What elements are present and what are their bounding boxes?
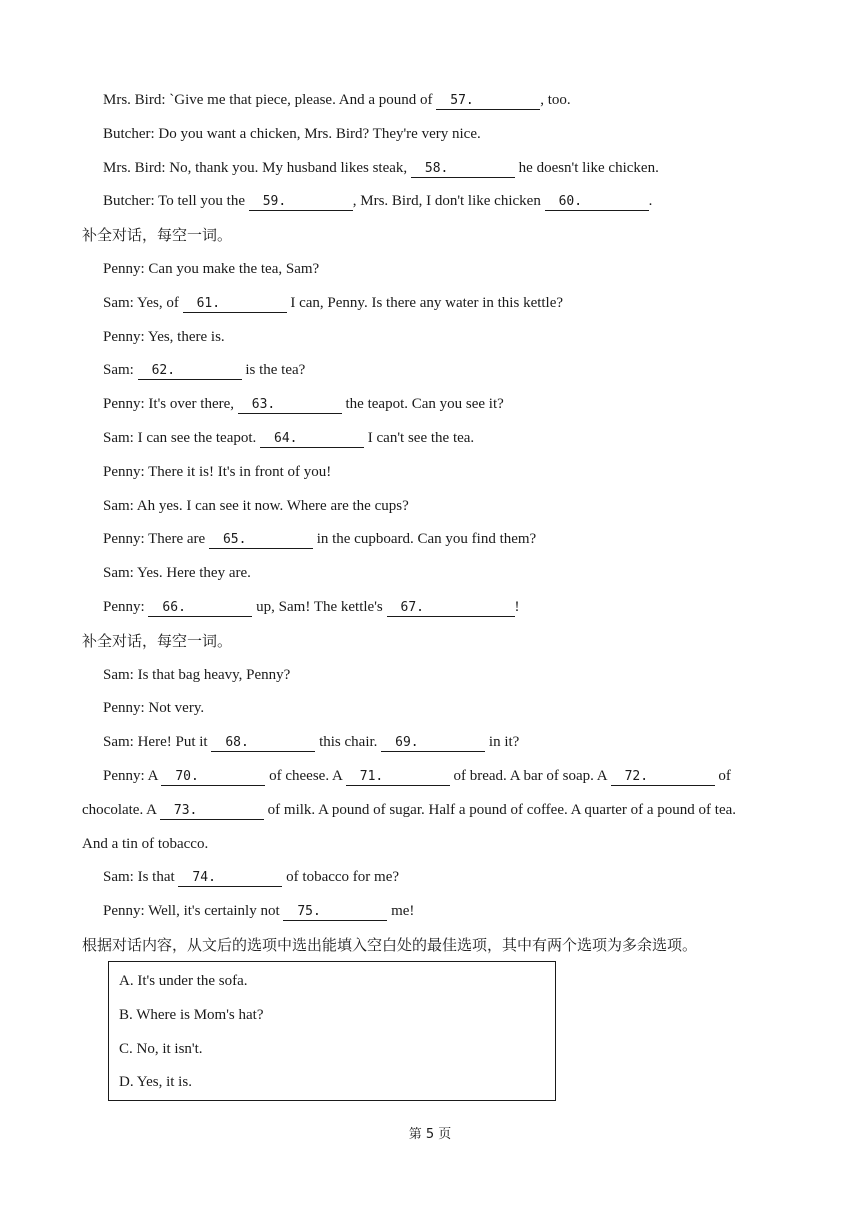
section-instruction: 根据对话内容，从文后的选项中选出能填入空白处的最佳选项，其中有两个选项为多余选项。 [82, 936, 698, 954]
blank-64[interactable]: 64. [260, 430, 364, 448]
dialogue-line [103, 597, 520, 617]
dialogue-line [103, 158, 659, 178]
line-text: Mrs. Bird: No, thank you. My husband likes steak, [103, 160, 411, 176]
line-text: I can, Penny. Is there any water in this kettle? [286, 295, 564, 311]
blank-62[interactable]: 62. [138, 362, 242, 380]
option-b: B. Where is Mom's hat? [119, 1007, 264, 1023]
dialogue-line: Sam: Ah yes. I can see it now. Where are the cups? [103, 498, 409, 514]
blank-74[interactable]: 74. [178, 869, 282, 887]
option-c: C. No, it isn't. [119, 1041, 203, 1057]
blank-70[interactable]: 70. [161, 768, 265, 786]
dialogue-line [103, 293, 563, 313]
line-text: ! [514, 599, 520, 615]
line-text: Sam: Is that [103, 869, 179, 885]
line-text: Penny: It's over there, [103, 396, 238, 412]
line-text: he doesn't like chicken. [514, 160, 659, 176]
line-text: of tobacco for me? [282, 869, 400, 885]
dialogue-line: Sam: Yes. Here they are. [103, 565, 251, 581]
line-text: Sam: Here! Put it [103, 734, 212, 750]
line-text: of [714, 768, 731, 784]
dialogue-line: Sam: Is that bag heavy, Penny? [103, 667, 291, 683]
line-text: chocolate. A [82, 802, 160, 818]
dialogue-line: Penny: Yes, there is. [103, 329, 225, 345]
blank-57[interactable]: 57. [436, 92, 540, 110]
options-box [108, 961, 556, 1101]
blank-68[interactable]: 68. [211, 734, 315, 752]
line-text: me! [387, 903, 415, 919]
line-text: is the tea? [241, 362, 306, 378]
line-text: of bread. A bar of soap. A [449, 768, 611, 784]
line-text: Penny: Well, it's certainly not [103, 903, 284, 919]
dialogue-line [103, 867, 399, 887]
dialogue-line [103, 766, 731, 786]
line-text: Sam: [103, 362, 138, 378]
line-text: of milk. A pound of sugar. Half a pound of coffee. A quarter of a pound of tea. [263, 802, 737, 818]
dialogue-line [103, 428, 474, 448]
page-footer [0, 1123, 860, 1142]
line-text: , too. [540, 92, 571, 108]
footer-text: 第 [408, 1127, 422, 1142]
line-text: Penny: There are [103, 531, 209, 547]
section-instruction: 补全对话，每空一词。 [82, 632, 233, 650]
line-text: the teapot. Can you see it? [341, 396, 504, 412]
line-text: Penny: [103, 599, 149, 615]
page-number: 5 [425, 1127, 435, 1142]
dialogue-line: Butcher: Do you want a chicken, Mrs. Bird? They're very nice. [103, 126, 481, 142]
blank-75[interactable]: 75. [283, 903, 387, 921]
blank-69[interactable]: 69. [381, 734, 485, 752]
line-text: I can't see the tea. [364, 430, 475, 446]
line-text: in it? [485, 734, 520, 750]
line-text: Butcher: To tell you the [103, 193, 249, 209]
line-text: . [648, 193, 653, 209]
line-text: in the cupboard. Can you find them? [312, 531, 537, 547]
footer-text: 页 [438, 1127, 452, 1142]
blank-65[interactable]: 65. [209, 531, 313, 549]
option-d: D. Yes, it is. [119, 1074, 192, 1090]
blank-58[interactable]: 58. [411, 160, 515, 178]
dialogue-line: And a tin of tobacco. [82, 836, 209, 852]
dialogue-line: Penny: Can you make the tea, Sam? [103, 261, 320, 277]
line-text: , Mrs. Bird, I don't like chicken [352, 193, 545, 209]
blank-60[interactable]: 60. [545, 193, 649, 211]
dialogue-line [82, 800, 736, 820]
dialogue-line: Penny: There it is! It's in front of you! [103, 464, 332, 480]
section-instruction: 补全对话，每空一词。 [82, 226, 233, 244]
dialogue-line [103, 90, 571, 110]
line-text: this chair. [315, 734, 382, 750]
line-text: Mrs. Bird: `Give me that piece, please. And a pound of [103, 92, 437, 108]
blank-61[interactable]: 61. [183, 295, 287, 313]
line-text: of cheese. A [265, 768, 346, 784]
dialogue-line [103, 732, 519, 752]
dialogue-line [103, 394, 504, 414]
blank-71[interactable]: 71. [346, 768, 450, 786]
line-text: Penny: A [103, 768, 162, 784]
dialogue-line [103, 529, 536, 549]
blank-63[interactable]: 63. [238, 396, 342, 414]
dialogue-line [103, 191, 652, 211]
blank-59[interactable]: 59. [249, 193, 353, 211]
dialogue-line: Penny: Not very. [103, 700, 205, 716]
blank-67[interactable]: 67. [387, 599, 515, 617]
dialogue-line [103, 360, 305, 380]
blank-66[interactable]: 66. [148, 599, 252, 617]
blank-73[interactable]: 73. [160, 802, 264, 820]
line-text: Sam: Yes, of [103, 295, 183, 311]
blank-72[interactable]: 72. [611, 768, 715, 786]
line-text: Sam: I can see the teapot. [103, 430, 261, 446]
line-text: up, Sam! The kettle's [252, 599, 387, 615]
option-a: A. It's under the sofa. [119, 973, 248, 989]
dialogue-line [103, 901, 414, 921]
